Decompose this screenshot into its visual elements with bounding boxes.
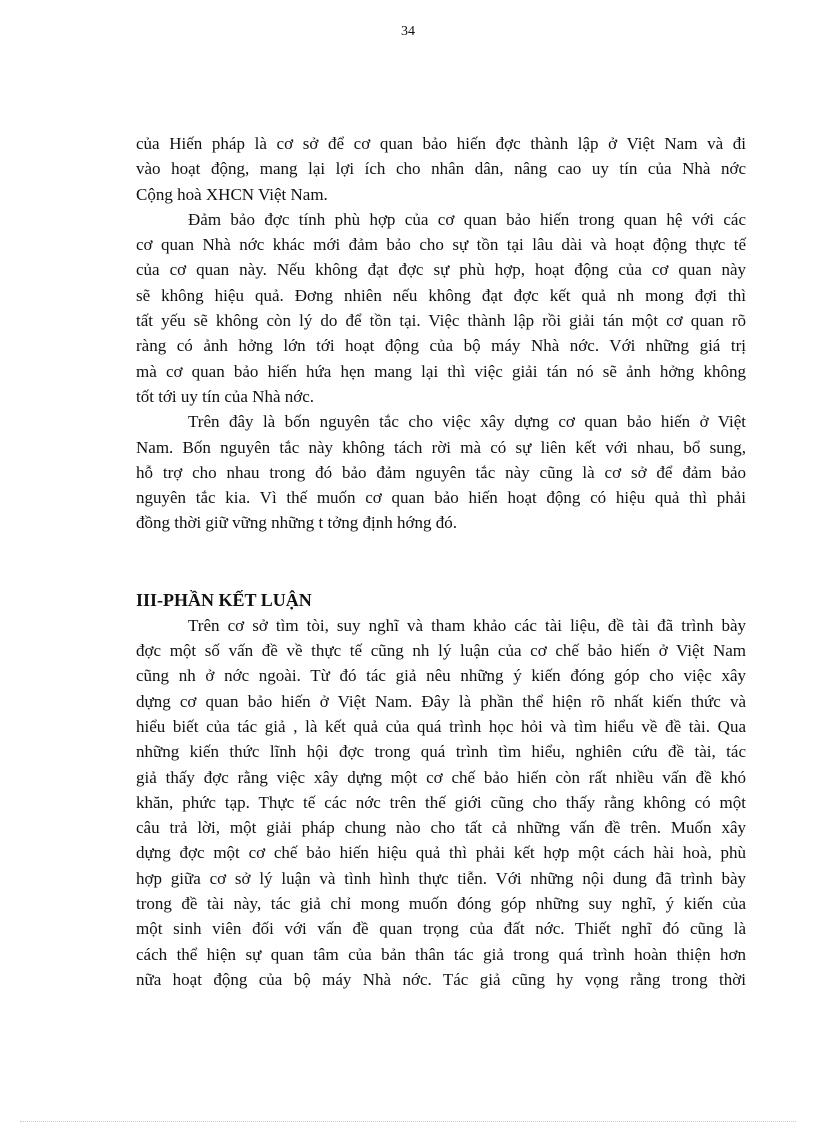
text-line: câu trả lời, một giải pháp chung nào cho tất cả những vấn đề trên. Muốn xây [136,818,746,838]
text-line: tốt tới uy tín của Nhà nớc. [136,386,315,406]
text-line: Đảm bảo đợc tính phù hợp của cơ quan bảo hiến trong quan hệ với các [188,209,746,229]
text-line: Cộng hoà XHCN Việt Nam. [136,184,328,204]
text-line: đợc một số vấn đề về thực tế cũng nh lý luận của cơ chế bảo hiến ở Việt Nam [136,641,746,661]
text-line: cũng nh ở nớc ngoài. Từ đó tác giả nêu những ý kiến đóng góp cho việc xây [136,666,746,686]
text-line: của Hiến pháp là cơ sở để cơ quan bảo hiến đợc thành lập ở Việt Nam và đi [136,134,746,153]
text-line: hợp giữa cơ sở lý luận và tình hình thực tiễn. Với những nội dung đã trình bày [136,868,746,888]
text-line: nguyên tắc kia. Vì thế muốn cơ quan bảo hiến hoạt động có hiệu quả thì phải [136,488,746,508]
page-number: 34 [401,24,415,39]
text-line: trong đề tài này, tác giả chỉ mong muốn đóng góp những suy nghĩ, ý kiến của [136,894,746,914]
text-line: tất yếu sẽ không còn lý do để tồn tại. Việc thành lập rồi giải tán một cơ quan rõ [136,311,746,331]
page-bottom-divider [20,1121,796,1122]
text-line: những kiến thức lĩnh hội đợc trong quá trình tìm hiểu, nghiên cứu đề tài, tác [136,742,746,762]
text-line: ràng có ảnh hởng lớn tới hoạt động của bộ máy Nhà nớc. Với những giá trị [136,336,746,356]
paragraph-2 [136,207,746,409]
text-line: Trên đây là bốn nguyên tắc cho việc xây dựng cơ quan bảo hiến ở Việt [188,412,746,432]
document-body [136,131,746,992]
text-line: của cơ quan này. Nếu không đạt đợc sự phù hợp, hoạt động của cơ quan này [136,260,746,280]
text-line: vào hoạt động, mang lại lợi ích cho nhân dân, nâng cao uy tín của Nhà nớc [136,159,746,179]
text-line: đồng thời giữ vững những t tởng định hớng đó. [136,513,457,533]
paragraph-3 [136,409,746,535]
paragraph-1 [136,131,746,207]
section-spacer [136,536,746,588]
text-line: cách thể hiện sự quan tâm của bản thân tác giả trong quá trình hoàn thiện hơn [136,944,746,964]
text-line: khăn, phức tạp. Thực tế các nớc trên thế giới cũng cho thấy rằng không có một [136,792,746,812]
text-line: dựng đợc một cơ chế bảo hiến hiệu quả thì phải kết hợp một cách hài hoà, phù [136,843,746,863]
text-line: hiểu biết của tác giả , là kết quả của quá trình học hỏi và tìm hiểu về đề tài. Qua [136,716,746,736]
text-line: giả thấy đợc rằng việc xây dựng một cơ chế bảo hiến còn rất nhiều vấn đề khó [136,767,746,787]
text-line: dựng cơ quan bảo hiến ở Việt Nam. Đây là phần thể hiện rõ nhất kiến thức và [136,691,746,711]
text-line: Nam. Bốn nguyên tắc này không tách rời mà có sự liên kết với nhau, bổ sung, [136,437,746,457]
text-line: cơ quan Nhà nớc khác mới đảm bảo cho sự tồn tại lâu dài và hoạt động thực tế [136,235,746,255]
section-heading: III-PHẦN KẾT LUẬN [136,589,312,610]
text-line: mà cơ quan bảo hiến hứa hẹn mang lại thì việc giải tán nó sẽ ảnh hởng không [136,361,746,381]
text-line: hỗ trợ cho nhau trong đó bảo đảm nguyên tắc này cũng là cơ sở để đảm bảo [136,462,746,482]
text-line: sẽ không hiệu quả. Đơng nhiên nếu không đạt đợc kết quả nh mong đợi thì [136,285,746,305]
text-line: nữa hoạt động của bộ máy Nhà nớc. Tác giả cũng hy vọng rằng trong thời [136,969,746,989]
conclusion-section [136,588,746,992]
text-line: Trên cơ sở tìm tòi, suy nghĩ và tham khảo các tài liệu, đề tài đã trình bày [188,615,746,635]
text-line: một sinh viên đối với vấn đề quan trọng của đất nớc. Thiết nghĩ đó cũng là [136,919,746,939]
